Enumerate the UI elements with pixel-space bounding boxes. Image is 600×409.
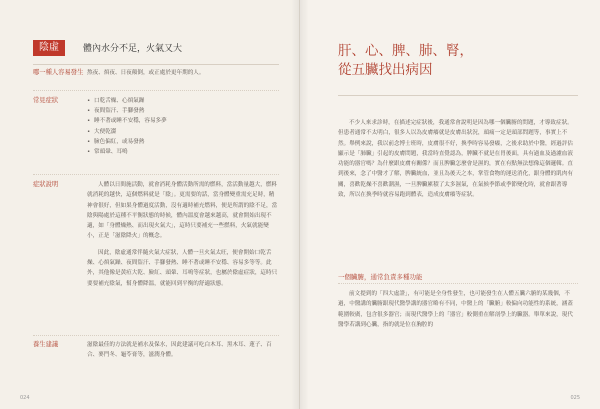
subsection-heading: 一個臟腑，通常負責多種功能 bbox=[338, 273, 423, 281]
row-content bbox=[87, 180, 279, 295]
list-item: • 大便乾澀 bbox=[87, 127, 279, 137]
row-symptoms bbox=[33, 96, 279, 157]
list-item: • 睡不著或睡不安穩，容易多夢 bbox=[87, 116, 279, 126]
row-text: 熬夜、煩夜、日夜顛倒，或正處於更年期的人。 bbox=[87, 70, 205, 76]
divider bbox=[338, 283, 578, 284]
divider bbox=[33, 90, 279, 91]
list-item: • 夜間盜汗、手腳發熱 bbox=[87, 106, 279, 116]
divider bbox=[33, 64, 279, 65]
divider bbox=[338, 95, 578, 96]
paragraph: 不少人來求診時，在描述完症狀後，我通常會說明是因為哪一個臟腑的問題，才導致症狀。但患者通常不太明白，很多人以為皮膚癢就是皮膚出狀況，頭痛一定是頭部問題等，事實上不然。舉例來說，我以前念博士班時，皮膚很不好，換季時容易發癢，之後求助於中醫，經過評估顯示是「肺臟」引起的皮膚問題，我當時直覺認為，脾臟不就是在胃後面，具有過血及過濾血液功能的器官嗎？為什麼跟皮膚有關係？而且脾臟怎麼會是濕的，實在有點無法想像這個邏輯。直到後來，念了中醫才了解，脾臟統血，並且為後天之本，掌管食物的運送消化，跟身體的肌肉有關，喜歡乾燥不喜歡潮濕，一旦脾臟累積了太多濕氣，在氣候季節或季節變化時，就會跟著導致，所以在換季時就容易跑到體表，造成皮膚癢等症狀。 bbox=[338, 120, 573, 199]
page-number: 025 bbox=[570, 395, 580, 401]
row-label: 常見症狀 bbox=[33, 97, 59, 104]
section-heading: 體內水分不足，火氣又大 bbox=[83, 44, 183, 54]
paragraph: 前文提到的「四大虛證」，有可能是全身性發生，也可能發生在人體五臟六腑的某幾個，不過，中醫講的臟腑跟現代醫學講的器官略有不同，中醫上的「臟腑」較偏向功能性的系統，涵蓋範圍較廣，包含很多器官；而現代醫學上的「器官」較側重在解剖學上的臟器。舉單來說，現代醫學若講到心臟，指的就是位在胸腔的 bbox=[338, 291, 573, 328]
section-text bbox=[338, 289, 578, 330]
row-explanation bbox=[33, 180, 279, 295]
row-content bbox=[87, 68, 279, 78]
row-advice bbox=[33, 340, 279, 361]
symptom-list bbox=[87, 96, 279, 157]
title-line: 肝、心、脾、肺、腎， bbox=[338, 43, 473, 59]
row-content bbox=[87, 340, 279, 361]
divider bbox=[33, 335, 279, 336]
paragraph: 因此，陰虛通常伴隨火氣大症狀，人體一旦火氣太旺，便會開始口乾舌燥、心煩氣躁、夜間盜汗、手腳發熱、睡不著或睡不安穩、容易多等等。此外，其他像是黃疸大乾、臉紅、頭暈、耳鳴等症狀，也屬於陰虛症狀，這時只要要補充陰氣，幫身體降溫，就能回到平衡的舒適狀態。 bbox=[87, 249, 278, 287]
row-content bbox=[87, 96, 279, 157]
title-line: 從五臟找出病因 bbox=[338, 62, 433, 78]
page-number: 024 bbox=[20, 395, 30, 401]
row-who bbox=[33, 68, 279, 78]
paragraph: 人體以日間施活動，就會消耗身體活動所需的燃料，當活動量越大，燃料就消耗的越快，這個燃料就是「陰」。更需要的話，當身體變重需充足時，精神會很好，但如果身體過度活動，沒有適時補充燃料，便是所謂的陰不足，當陰與陽處於這種不平衡狀態的時候，體內溫度會越來越高，就會開始出現不適，如「身體燥熱、而出現火氣大」，這時只要補充一些燃料，火氣就能變小，正是「滋陰降火」的概念。 bbox=[87, 182, 278, 240]
list-item: • 常頭暈、耳鳴 bbox=[87, 147, 279, 157]
category-tag: 陰虛 bbox=[33, 40, 65, 56]
row-label: 哪一種人容易發生 bbox=[33, 69, 84, 76]
intro-text bbox=[338, 118, 578, 200]
row-label: 症狀說明 bbox=[33, 181, 59, 188]
row-label: 養生建議 bbox=[33, 341, 59, 348]
divider bbox=[33, 174, 279, 175]
list-item: • 口乾舌燥、心煩氣躁 bbox=[87, 96, 279, 106]
chapter-title bbox=[338, 42, 538, 80]
row-text: 滋陰最佳的方法就是補水及保水，因此建議可吃白木耳、黑木耳、蓮子、百合、麥門冬、龜苓膏等，滋潤身體。 bbox=[87, 342, 272, 359]
list-item: • 臉色偏紅，或易發熱 bbox=[87, 137, 279, 147]
